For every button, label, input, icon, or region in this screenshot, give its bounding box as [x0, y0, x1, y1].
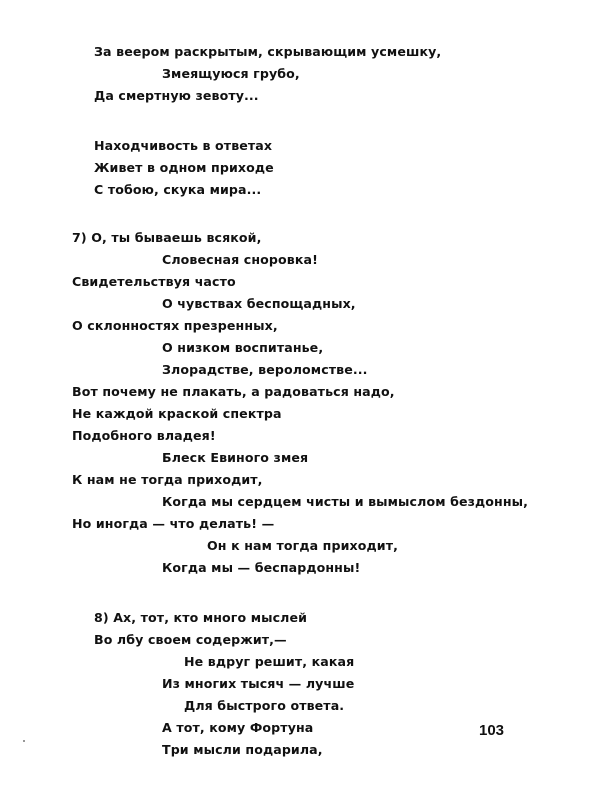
verse-line: 7) О, ты бываешь всякой, — [72, 230, 262, 245]
verse-line: Находчивость в ответах — [94, 138, 273, 153]
verse-line: 8) Ах, тот, кто много мыслей — [94, 610, 308, 625]
verse-line: Он к нам тогда приходит, — [207, 538, 398, 553]
verse-line: Блеск Евиного змея — [162, 450, 309, 465]
verse-line: А тот, кому Фортуна — [162, 720, 314, 735]
verse-line: Когда мы — беспардонны! — [162, 560, 361, 575]
verse-line: Из многих тысяч — лучше — [162, 676, 355, 691]
scan-speck — [23, 740, 25, 742]
verse-line: О склонностях презренных, — [72, 318, 278, 333]
verse-line: Злорадстве, вероломстве... — [162, 362, 368, 377]
verse-line: Во лбу своем содержит,— — [94, 632, 287, 647]
verse-line: О чувствах беспощадных, — [162, 296, 356, 311]
verse-line: Змеящуюся грубо, — [162, 66, 300, 81]
page-number: 103 — [479, 722, 505, 739]
verse-line: За веером раскрытым, скрывающим усмешку, — [94, 44, 442, 59]
verse-line: К нам не тогда приходит, — [72, 472, 263, 487]
verse-line: Но иногда — что делать! — — [72, 516, 275, 531]
verse-line: Когда мы сердцем чисты и вымыслом бездонны, — [162, 494, 529, 509]
verse-line: Не каждой краской спектра — [72, 406, 282, 421]
verse-line: Словесная сноровка! — [162, 252, 318, 267]
verse-line: Вот почему не плакать, а радоваться надо, — [72, 384, 395, 399]
verse-line: Для быстрого ответа. — [184, 698, 345, 713]
verse-line: Не вдруг решит, какая — [184, 654, 355, 669]
verse-line: Три мысли подарила, — [162, 742, 323, 757]
verse-line: Подобного владея! — [72, 428, 216, 443]
verse-line: Свидетельствуя часто — [72, 274, 236, 289]
verse-line: Да смертную зевоту... — [94, 88, 259, 103]
verse-line: О низком воспитанье, — [162, 340, 324, 355]
verse-line: С тобою, скука мира... — [94, 182, 262, 197]
verse-line: Живет в одном приходе — [94, 160, 274, 175]
